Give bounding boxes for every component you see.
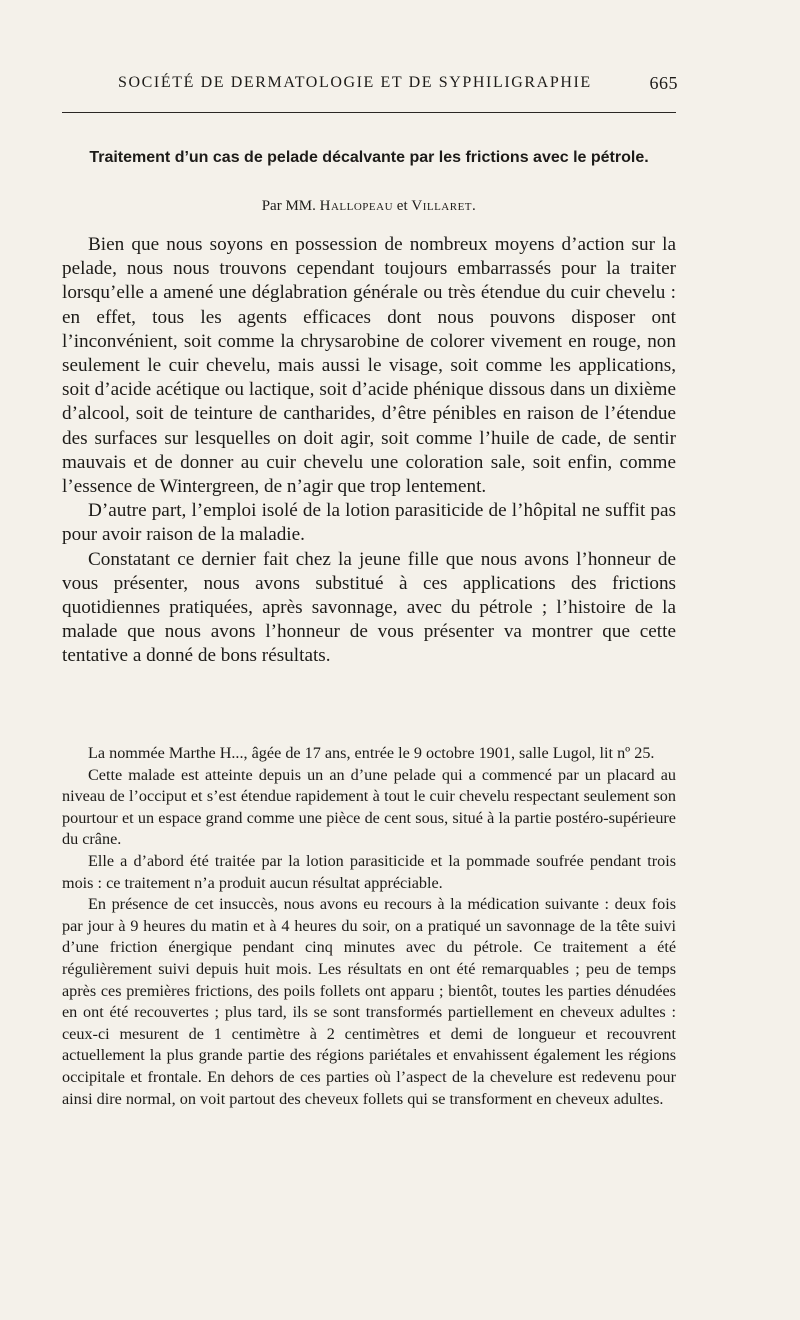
article-body	[62, 233, 676, 669]
article-title: Traitement d’un cas de pelade décalvante par les frictions avec le pétrole.	[89, 149, 649, 166]
case-paragraph-history: Cette malade est atteinte depuis un an d’une pelade qui a commencé par un placard au niveau de l’occiput et s’est étendue rapidement à tout le cuir chevelu respectant seulement son pourtour et un espace grand comme une pièce de cent sous, situé à la partie postéro-supérieure du crâne.	[62, 765, 676, 849]
byline	[62, 198, 676, 215]
author-hallopeau: Hallopeau	[319, 198, 394, 214]
paragraph-intro: Bien que nous soyons en possession de nombreux moyens d’action sur la pelade, nous nous trouvons cependant toujours embarrassés pour la traiter lorsqu’elle a amené une déglabration générale ou très étendue du cuir chevelu : en effet, tous les agents efficaces dont nous pouvons disposer ont l’inconvénient, soit comme la chrysarobine de colorer vivement en rouge, non seulement le cuir chevelu, mais aussi le visage, soit comme les applications, soit d’acide acétique ou lactique, soit d’acide phénique dissous dans un dixième d’alcool, soit de teinture de cantharides, d’être pénibles en raison de l’étendue des surfaces sur lesquelles on doit agir, soit comme l’huile de cade, de sentir mauvais et de donner au cuir chevelu une coloration sale, soit enfin, comme l’essence de Wintergreen, de n’agir que trop lentement.	[62, 234, 676, 498]
paragraph-petrole: Constatant ce dernier fait chez la jeune fille que nous avons l’honneur de vous présenter, nous avons substitué à ces applications des frictions quotidiennes pratiquées, après savonnage, avec du pétrole ; l’histoire de la malade que nous avons l’honneur de vous présenter va montrer que cette tentative a donné de bons résultats.	[62, 548, 676, 667]
page-number: 665	[649, 73, 678, 93]
paragraph-lotion: D’autre part, l’emploi isolé de la lotion parasiticide de l’hôpital ne suffit pas pour avoir raison de la maladie.	[62, 500, 676, 546]
author-villaret: Villaret.	[411, 198, 477, 214]
running-title: SOCIÉTÉ DE DERMATOLOGIE ET DE SYPHILIGRAPHIE	[118, 74, 592, 91]
running-header	[118, 74, 678, 102]
case-paragraph-patient: La nommée Marthe H..., âgée de 17 ans, entrée le 9 octobre 1901, salle Lugol, lit nº 25.	[88, 744, 655, 762]
case-paragraph-results: En présence de cet insuccès, nous avons eu recours à la médication suivante : deux fois par jour à 9 heures du matin et à 4 heures du soir, on a pratiqué un savonnage de la tête suivi d’une friction énergique pendant cinq minutes avec du pétrole. Ce traitement a été régulièrement suivi depuis huit mois. Les résultats en ont été remarquables ; peu de temps après ces premières frictions, des poils follets ont apparu ; bientôt, toutes les parties dénudées en ont été recouvertes ; plus tard, ils se sont transformés partiellement en cheveux adultes : ceux-ci mesurent de 1 centimètre à 2 centimètres et demi de longueur et recouvrent actuellement la plus grande partie des régions pariétales et envahissent également les régions occipitale et frontale. En dehors de ces parties où l’aspect de la chevelure est redevenu pour ainsi dire normal, on voit partout des cheveux follets qui se transforment en cheveux adultes.	[62, 895, 676, 1108]
byline-prefix: Par MM.	[261, 198, 316, 214]
byline-conjunction: et	[396, 198, 408, 214]
case-paragraph-first-treatment: Elle a d’abord été traitée par la lotion parasiticide et la pommade soufrée pendant trois mois : ce traitement n’a produit aucun résultat appréciable.	[62, 851, 676, 892]
case-report	[62, 743, 676, 1110]
header-rule	[62, 112, 676, 113]
